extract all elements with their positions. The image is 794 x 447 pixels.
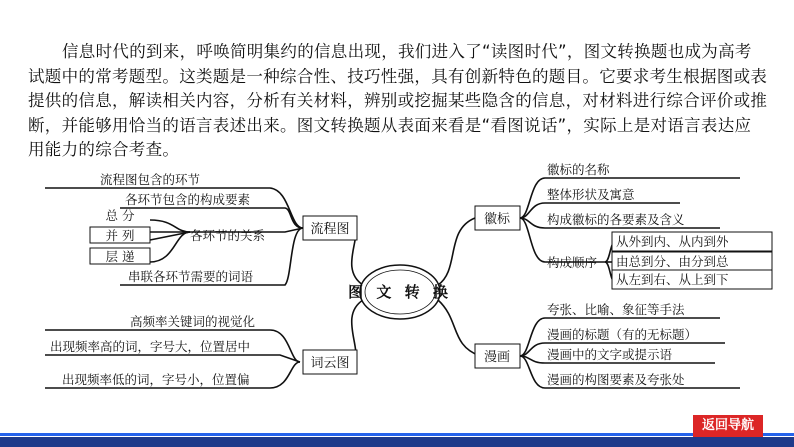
back-to-nav-button[interactable]: 返回导航 xyxy=(693,415,763,437)
relation-item: 总 分 xyxy=(105,208,135,223)
cartoon-item: 夸张、比喻、象征等手法 xyxy=(547,302,685,317)
wordcloud-item: 出现频率高的词，字号大，位置居中 xyxy=(50,339,251,354)
relation-item: 并 列 xyxy=(105,228,135,243)
node-emblem: 徽标 xyxy=(483,212,511,227)
emblem-item: 整体形状及寓意 xyxy=(547,187,635,202)
cartoon-item: 漫画的标题（有的无标题） xyxy=(547,327,698,342)
bottom-bar xyxy=(0,437,794,447)
flowchart-item: 各环节包含的构成要素 xyxy=(125,192,251,207)
wordcloud-item: 高频率关键词的视觉化 xyxy=(130,314,256,329)
emblem-order: 从左到右、从上到下 xyxy=(616,272,729,287)
bottom-stripe xyxy=(0,433,794,436)
cartoon-item: 漫画的构图要素及夸张处 xyxy=(547,372,685,387)
emblem-order: 由总到分、由分到总 xyxy=(616,254,729,269)
wordcloud-item: 出现频率低的词，字号小，位置偏 xyxy=(62,372,250,387)
flowchart-item: 串联各环节需要的词语 xyxy=(128,269,254,284)
emblem-order: 从外到内、从内到外 xyxy=(616,234,729,249)
flowchart-item: 流程图包含的环节 xyxy=(100,172,201,187)
node-cartoon: 漫画 xyxy=(483,350,511,365)
flowchart-item: 各环节的关系 xyxy=(190,228,266,243)
emblem-item: 徽标的名称 xyxy=(547,162,610,177)
cartoon-item: 漫画中的文字或提示语 xyxy=(547,347,673,362)
intro-paragraph: 信息时代的到来，呼唤简明集约的信息出现，我们进入了“读图时代”，图文转换题也成为高考试题中的常考题型。这类题是一种综合性、技巧性强，具有创新特色的题目。它要求考生根据图或表提供的信息，解读相关内容，分析有关材料，辨别或挖掘某些隐含的信息，对材料进行综合评价或推断，并能够用恰当的语言表述出来。图文转换题从表面来看是“看图说话”，实际上是对语言表达应用能力的综合考查。 xyxy=(28,42,768,159)
center-label: 图 文 转 换 xyxy=(348,283,452,301)
emblem-item: 构成顺序 xyxy=(547,255,598,270)
node-flowchart: 流程图 xyxy=(310,222,350,237)
relation-item: 层 递 xyxy=(105,249,135,264)
node-wordcloud: 词云图 xyxy=(310,356,350,371)
emblem-item: 构成徽标的各要素及含义 xyxy=(547,212,685,227)
